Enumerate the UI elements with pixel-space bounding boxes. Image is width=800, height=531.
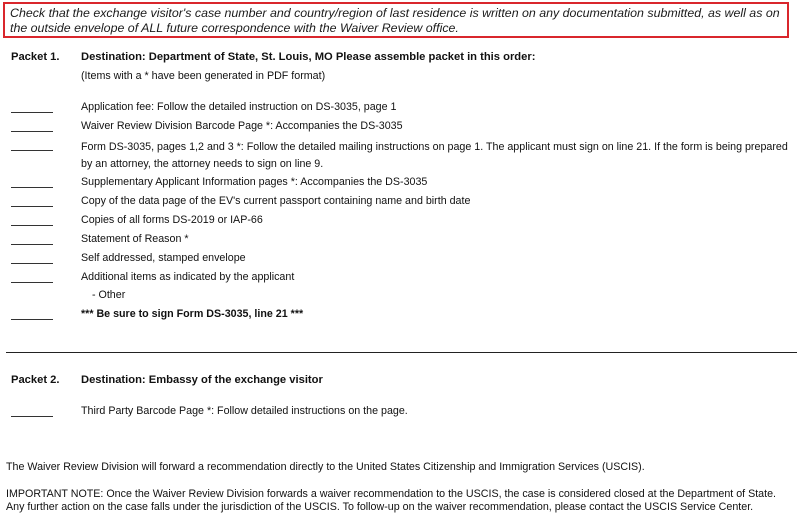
checkbox-line [11,263,53,264]
packet-1-label: Packet 1. [11,51,60,63]
important-note: IMPORTANT NOTE: Once the Waiver Review Division forwards a waiver recommendation to the USCIS, the case is considered closed at the Department of State. Any further action on the case falls under the jurisdiction of the USCIS. To follow-up on the waiver recommendation, please contact the USCIS Service Center. [6,488,777,513]
list-item: Supplementary Applicant Information pages *: Accompanies the DS-3035 [81,176,428,188]
checkbox-line [11,112,53,113]
list-item: Waiver Review Division Barcode Page *: Accompanies the DS-3035 [81,120,403,132]
checkbox-line [11,244,53,245]
checkbox-line [11,206,53,207]
list-item: Self addressed, stamped envelope [81,252,246,264]
checkbox-line [11,131,53,132]
checkbox-line [11,187,53,188]
packet-2-destination: Destination: Embassy of the exchange visitor [81,374,323,386]
checkbox-line [11,150,53,151]
sign-reminder: *** Be sure to sign Form DS-3035, line 21 *** [81,308,304,320]
forward-note: The Waiver Review Division will forward a recommendation directly to the United States Citizenship and Immigration Services (USCIS). [6,461,645,473]
list-item: Third Party Barcode Page *: Follow detailed instructions on the page. [81,405,408,417]
list-item: Copy of the data page of the EV's current passport containing name and birth date [81,195,471,207]
checkbox-line [11,225,53,226]
list-item: Additional items as indicated by the applicant [81,271,295,283]
list-item: Copies of all forms DS-2019 or IAP-66 [81,214,263,226]
packet-2-label: Packet 2. [11,374,60,386]
list-item: Application fee: Follow the detailed instruction on DS-3035, page 1 [81,101,397,113]
checkbox-line [11,319,53,320]
checkbox-line [11,416,53,417]
case-number-notice: Check that the exchange visitor's case number and country/region of last residence is written on any documentation submitted, as well as on the outside envelope of ALL future correspondence with the Waiver Review office. [3,2,789,38]
section-divider [6,352,797,353]
packet-1-pdf-note: (Items with a * have been generated in PDF format) [81,70,326,82]
list-item: Statement of Reason * [81,233,189,245]
packet-1-destination: Destination: Department of State, St. Louis, MO Please assemble packet in this order: [81,51,536,63]
checkbox-line [11,282,53,283]
list-sub-item: - Other [92,289,126,301]
list-item: Form DS-3035, pages 1,2 and 3 *: Follow the detailed mailing instructions on page 1. The applicant must sign on line 21. If the form is being prepared by an attorney, the attorney needs to sign on line 9. [81,141,788,170]
